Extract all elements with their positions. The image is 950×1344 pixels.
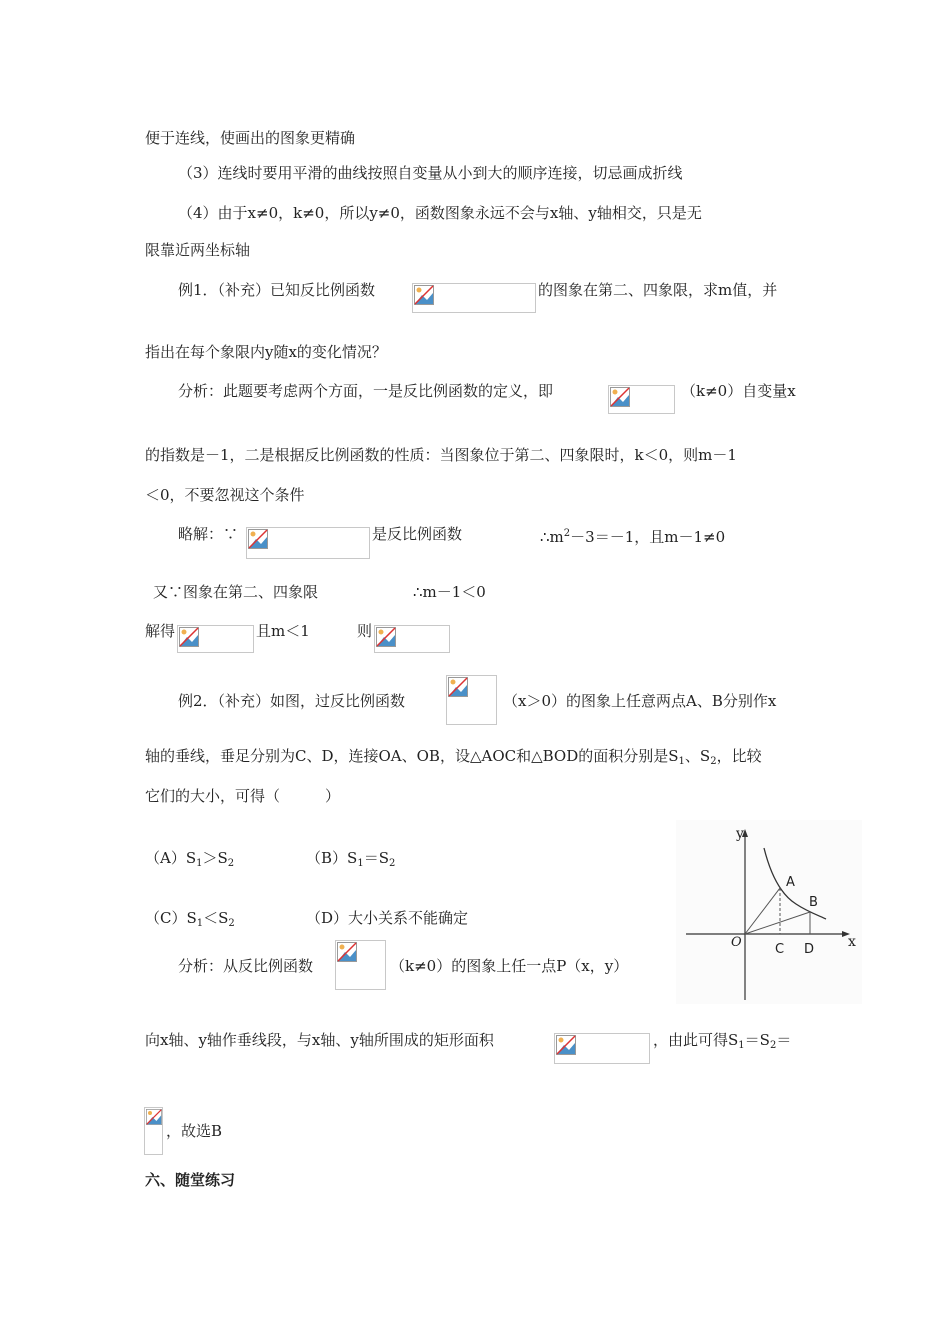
example2-analysis-line2: 向x轴、y轴作垂线段，与x轴、y轴所围成的矩形面积	[145, 1031, 494, 1049]
broken-image-icon	[376, 627, 396, 647]
broken-image-icon	[179, 627, 199, 647]
broken-image-icon	[556, 1035, 576, 1055]
broken-image-icon	[448, 677, 468, 697]
origin-label: O	[731, 935, 742, 950]
paragraph-line: （3）连线时要用平滑的曲线按照自变量从小到大的顺序连接，切忌画成折线	[178, 164, 683, 182]
formula-image	[374, 625, 450, 653]
example2-question-line3: 它们的大小，可得（ ）	[145, 787, 341, 805]
example2-analysis-end: （k≠0）的图象上任一点P（x，y）	[390, 957, 629, 975]
option-a: $(A)S_1>S_2$	[145, 849, 235, 869]
example1-solve-condition: 且m＜1	[256, 622, 310, 640]
paragraph-line: 限靠近两坐标轴	[145, 241, 251, 259]
example1-analysis-line3: ＜0，不要忽视这个条件	[145, 486, 305, 504]
example2-question-end: （x＞0）的图象上任意两点A、B分别作x	[503, 692, 777, 710]
formula-image	[412, 283, 536, 313]
broken-image-icon	[414, 285, 434, 305]
example1-solution2: 又∵图象在第二、四象限	[153, 583, 319, 601]
example1-solve-then: 则	[357, 622, 373, 640]
example2-question-line2: 轴的垂线，垂足分别为C、D，连接OA、OB，设△AOC和△BOD的面积分别是$S_1$、$S_2$，比较	[145, 747, 762, 767]
section-title: 六、随堂练习	[145, 1171, 236, 1189]
formula-image	[335, 940, 386, 990]
broken-image-icon	[610, 387, 630, 407]
example1-solution2-result: ∴m－1＜0	[413, 583, 486, 601]
point-c-label: C	[775, 942, 785, 957]
formula-image	[246, 527, 370, 559]
option-b: $(B)S_1=S_2$	[306, 849, 396, 869]
paragraph-line: （4）由于x≠0，k≠0，所以y≠0，函数图象永远不会与x轴、y轴相交，只是无	[178, 204, 702, 222]
graph-background	[676, 820, 862, 1004]
example1-question-start: 例1．（补充）已知反比例函数	[178, 281, 376, 299]
example1-question-line2: 指出在每个象限内y随x的变化情况？	[145, 343, 387, 361]
broken-image-icon	[146, 1109, 162, 1125]
formula-image	[177, 625, 254, 653]
example1-analysis-line2: 的指数是－1，二是根据反比例函数的性质：当图象位于第二、四象限时，k＜0，则m－1	[145, 446, 737, 464]
broken-image-icon	[248, 529, 268, 549]
point-d-label: D	[804, 942, 815, 957]
example1-solution: 略解：∵	[178, 525, 239, 543]
example1-question-end: 的图象在第二、四象限，求m值，并	[538, 281, 778, 299]
y-axis-label: y	[736, 826, 744, 842]
example1-solve: 解得	[145, 622, 176, 640]
broken-image-icon	[337, 942, 357, 962]
example2-analysis-line2-end: ，由此可得$S_1=S_2=$	[653, 1031, 792, 1051]
example2-analysis: 分析：从反比例函数	[178, 957, 314, 975]
example1-analysis: 分析：此题要考虑两个方面，一是反比例函数的定义，即	[178, 382, 554, 400]
point-a-label: A	[786, 875, 795, 890]
hyperbola-graph	[676, 820, 862, 1004]
example2-question-start: 例2．（补充）如图，过反比例函数	[178, 692, 406, 710]
example2-conclusion: ，故选B	[166, 1122, 223, 1140]
formula-image	[446, 675, 497, 725]
option-c: $(C)S_1<S_2$	[145, 909, 235, 929]
example1-analysis-end: （k≠0）自变量x	[681, 382, 796, 400]
paragraph-line: 便于连线，使画出的图象更精确	[145, 129, 356, 147]
example1-solution-mid: 是反比例函数	[372, 525, 463, 543]
formula-image	[608, 385, 675, 414]
point-b-label: B	[809, 895, 818, 910]
formula-image	[144, 1107, 163, 1155]
formula-image	[554, 1033, 650, 1064]
x-axis-label: x	[848, 934, 856, 950]
option-d: （D）大小关系不能确定	[306, 909, 469, 927]
example1-solution-condition: $\therefore m^2-3=-1$，且m－1≠0	[540, 528, 726, 546]
